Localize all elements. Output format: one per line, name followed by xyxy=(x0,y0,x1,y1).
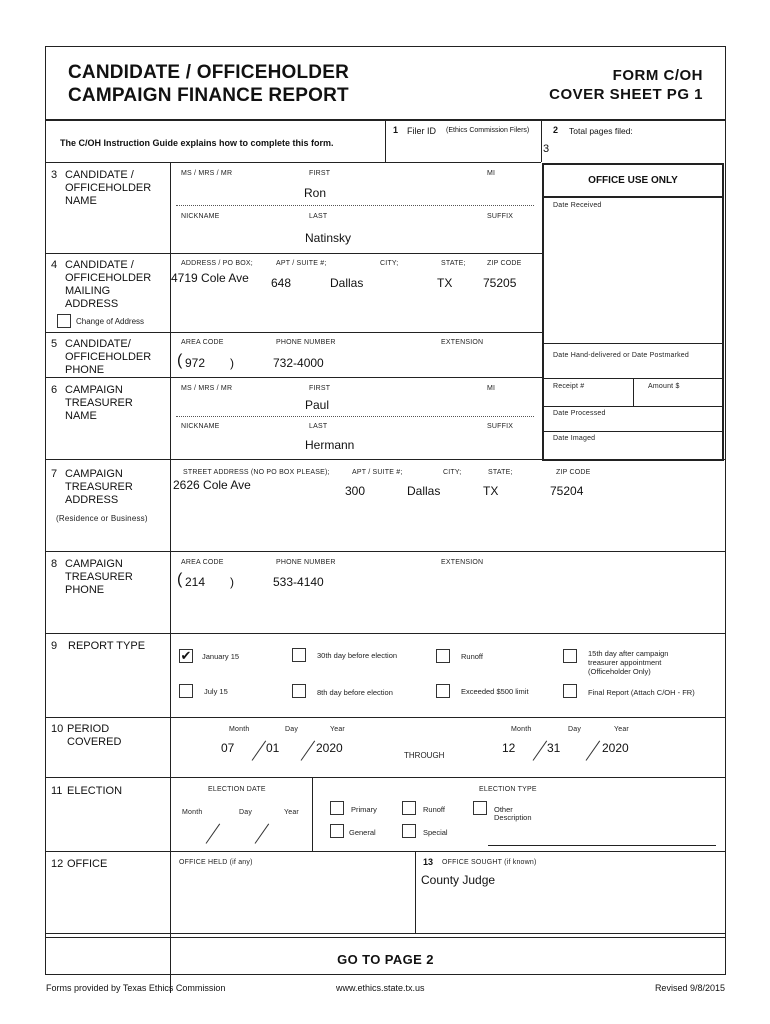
from-day[interactable]: 01 xyxy=(266,741,280,755)
sec5-ext-label: EXTENSION xyxy=(441,339,484,346)
sec6-prefix-label: MS / MRS / MR xyxy=(181,385,233,392)
sec10-num: 10 xyxy=(51,723,64,735)
report-type-exceeded-checkbox[interactable] xyxy=(436,684,450,698)
sec3-suffix-label: SUFFIX xyxy=(487,213,514,220)
report-type-option: January 15 xyxy=(202,652,240,661)
form-name: FORM C/OH xyxy=(612,67,703,84)
row-divider xyxy=(45,551,726,552)
sec8-phone-label: PHONE NUMBER xyxy=(276,559,336,566)
change-of-address-checkbox[interactable] xyxy=(57,314,71,328)
from-month[interactable]: 07 xyxy=(221,741,235,755)
amount-label: Amount $ xyxy=(648,383,680,390)
sec7-city-label: CITY; xyxy=(443,469,462,476)
report-type-option: Final Report (Attach C/OH - FR) xyxy=(588,688,695,697)
row-divider xyxy=(45,162,541,163)
election-special-checkbox[interactable] xyxy=(402,824,416,838)
form-title-line2: CAMPAIGN FINANCE REPORT xyxy=(68,85,349,106)
divider xyxy=(542,406,724,407)
total-pages-num: 2 xyxy=(553,125,559,135)
row-divider xyxy=(45,777,726,778)
sec3-label: CANDIDATE / OFFICEHOLDER NAME xyxy=(65,169,152,207)
divider xyxy=(415,852,416,933)
sec6-first-label: FIRST xyxy=(309,385,331,392)
to-month-label: Month xyxy=(511,726,532,733)
date-received-label: Date Received xyxy=(553,202,602,209)
through-label: THROUGH xyxy=(404,751,445,760)
divider xyxy=(633,378,634,406)
sec4-state[interactable]: TX xyxy=(437,276,453,290)
total-pages-value[interactable]: 3 xyxy=(543,143,550,155)
election-month-label: Month xyxy=(182,809,203,816)
sec6-last-name[interactable]: Hermann xyxy=(305,438,355,452)
election-type-label: ELECTION TYPE xyxy=(479,786,537,793)
row-divider xyxy=(45,253,542,254)
election-runoff-checkbox[interactable] xyxy=(402,801,416,815)
divider xyxy=(542,431,724,432)
report-type-option: 8th day before election xyxy=(317,688,393,697)
to-year-label: Year xyxy=(614,726,629,733)
change-of-address-label: Change of Address xyxy=(76,317,145,326)
filer-id-note: (Ethics Commission Filers) xyxy=(446,127,530,134)
sec9-num: 9 xyxy=(51,640,58,652)
sec11-num: 11 xyxy=(51,785,63,797)
office-held-label: OFFICE HELD (if any) xyxy=(179,859,253,866)
sec8-label: CAMPAIGN TREASURER PHONE xyxy=(65,558,133,596)
sec4-address[interactable]: 4719 Cole Ave xyxy=(171,271,249,285)
sec5-close-paren: ) xyxy=(230,356,234,370)
to-month[interactable]: 12 xyxy=(502,741,516,755)
report-type-8th-checkbox[interactable] xyxy=(292,684,306,698)
sec7-city[interactable]: Dallas xyxy=(407,484,441,498)
sec7-street-label: STREET ADDRESS (NO PO BOX PLEASE); xyxy=(183,469,330,476)
sec7-state[interactable]: TX xyxy=(483,484,499,498)
report-type-30th-checkbox[interactable] xyxy=(292,648,306,662)
row-divider xyxy=(45,633,726,634)
go-to-page-2: GO TO PAGE 2 xyxy=(337,952,434,967)
sec5-open-paren: ( xyxy=(177,352,183,369)
divider xyxy=(385,120,386,162)
election-day-label: Day xyxy=(239,809,253,816)
election-primary-label: Primary xyxy=(351,805,377,814)
sec11-label: ELECTION xyxy=(67,785,123,797)
sec6-label: CAMPAIGN TREASURER NAME xyxy=(65,384,133,422)
sec7-street[interactable]: 2626 Cole Ave xyxy=(173,478,251,492)
row-divider xyxy=(45,332,542,333)
sec6-last-label: LAST xyxy=(309,423,328,430)
sec8-close-paren: ) xyxy=(230,575,234,589)
sec7-num: 7 xyxy=(51,468,58,480)
sec8-area-label: AREA CODE xyxy=(181,559,224,566)
sec4-address-label: ADDRESS / PO BOX; xyxy=(181,260,253,267)
footer-provided-by: Forms provided by Texas Ethics Commission xyxy=(46,983,226,993)
report-type-runoff-checkbox[interactable] xyxy=(436,649,450,663)
report-type-option: Runoff xyxy=(461,652,483,661)
row-divider xyxy=(45,933,726,934)
office-use-title: OFFICE USE ONLY xyxy=(588,175,678,186)
sec3-last-name[interactable]: Natinsky xyxy=(305,231,352,245)
election-date-label: ELECTION DATE xyxy=(208,786,266,793)
election-other-checkbox[interactable] xyxy=(473,801,487,815)
sec7-apt-label: APT / SUITE #; xyxy=(352,469,403,476)
sec4-city[interactable]: Dallas xyxy=(330,276,364,290)
footer-revised: Revised 9/8/2015 xyxy=(654,983,725,993)
office-sought[interactable]: County Judge xyxy=(421,873,496,887)
divider xyxy=(176,416,534,417)
sec13-num: 13 xyxy=(423,857,434,867)
sec5-area-label: AREA CODE xyxy=(181,339,224,346)
sec6-suffix-label: SUFFIX xyxy=(487,423,514,430)
footer-url: www.ethics.state.tx.us xyxy=(336,983,425,993)
sec4-zip[interactable]: 75205 xyxy=(483,276,517,290)
sec3-first-label: FIRST xyxy=(309,170,331,177)
filer-id-label: Filer ID xyxy=(407,126,436,136)
to-day-label: Day xyxy=(568,726,582,733)
sec7-note: (Residence or Business) xyxy=(56,514,148,523)
election-general-checkbox[interactable] xyxy=(330,824,344,838)
report-type-option: 30th day before election xyxy=(317,651,398,660)
divider xyxy=(312,778,313,851)
sec8-area-code[interactable]: 214 xyxy=(185,575,206,589)
sec7-state-label: STATE; xyxy=(488,469,513,476)
divider xyxy=(542,196,724,198)
date-processed-label: Date Processed xyxy=(553,410,606,417)
sec3-first-name[interactable]: Ron xyxy=(304,186,327,200)
report-type-15th-checkbox[interactable] xyxy=(563,649,577,663)
other-description-line xyxy=(488,845,716,846)
sec6-num: 6 xyxy=(51,384,58,396)
sec4-city-label: CITY; xyxy=(380,260,399,267)
sec5-phone-label: PHONE NUMBER xyxy=(276,339,336,346)
to-day[interactable]: 31 xyxy=(547,741,561,755)
row-divider xyxy=(45,851,726,852)
election-general-label: General xyxy=(349,828,376,837)
to-year[interactable]: 2020 xyxy=(602,741,629,755)
sec9-label: REPORT TYPE xyxy=(68,640,146,652)
sec4-label: CANDIDATE / OFFICEHOLDER MAILING ADDRESS xyxy=(65,259,152,310)
election-primary-checkbox[interactable] xyxy=(330,801,344,815)
sec4-num: 4 xyxy=(51,259,58,271)
sec8-phone-number[interactable]: 533-4140 xyxy=(273,575,324,589)
sec12-num: 12 xyxy=(51,858,64,870)
sec3-last-label: LAST xyxy=(309,213,328,220)
sec6-nickname-label: NICKNAME xyxy=(181,423,220,430)
sec3-prefix-label: MS / MRS / MR xyxy=(181,170,233,177)
instruction-text: The C/OH Instruction Guide explains how to complete this form. xyxy=(60,138,334,148)
sec3-num: 3 xyxy=(51,169,58,181)
sec8-ext-label: EXTENSION xyxy=(441,559,484,566)
from-day-label: Day xyxy=(285,726,299,733)
report-type-january-checkbox[interactable]: ✔ xyxy=(180,648,192,663)
receipt-label: Receipt # xyxy=(553,383,585,390)
sec12-label: OFFICE xyxy=(67,858,108,870)
row-divider xyxy=(45,459,726,460)
sec5-label: CANDIDATE/ OFFICEHOLDER PHONE xyxy=(65,338,152,376)
sec7-zip-label: ZIP CODE xyxy=(556,469,591,476)
date-imaged-label: Date Imaged xyxy=(553,435,596,442)
row-divider xyxy=(45,937,726,938)
election-year-label: Year xyxy=(284,809,299,816)
report-type-final-checkbox[interactable] xyxy=(563,684,577,698)
sec4-state-label: STATE; xyxy=(441,260,466,267)
from-year-label: Year xyxy=(330,726,345,733)
office-sought-label: OFFICE SOUGHT (if known) xyxy=(442,859,537,866)
sec5-area-code[interactable]: 972 xyxy=(185,356,206,370)
sec6-mi-label: MI xyxy=(487,385,496,392)
row-divider xyxy=(45,717,726,718)
sec7-apt[interactable]: 300 xyxy=(345,484,366,498)
row-divider xyxy=(45,377,542,378)
sec7-zip[interactable]: 75204 xyxy=(550,484,584,498)
sec3-nickname-label: NICKNAME xyxy=(181,213,220,220)
election-special-label: Special xyxy=(423,828,448,837)
sec5-phone-number[interactable]: 732-4000 xyxy=(273,356,324,370)
sec4-apt[interactable]: 648 xyxy=(271,276,292,290)
filer-id-num: 1 xyxy=(393,125,399,135)
divider xyxy=(176,205,534,206)
form-page: COVER SHEET PG 1 xyxy=(549,86,703,103)
sec4-zip-label: ZIP CODE xyxy=(487,260,522,267)
report-type-option: Exceeded $500 limit xyxy=(461,687,529,696)
sec8-open-paren: ( xyxy=(177,571,183,588)
sec6-first-name[interactable]: Paul xyxy=(305,398,330,412)
report-type-july-checkbox[interactable] xyxy=(179,684,193,698)
divider xyxy=(542,343,724,344)
sec8-num: 8 xyxy=(51,558,58,570)
sec7-label: CAMPAIGN TREASURER ADDRESS xyxy=(65,468,133,506)
form-title-line1: CANDIDATE / OFFICEHOLDER xyxy=(68,62,349,83)
sec10-label: PERIOD COVERED xyxy=(67,723,122,748)
election-other-label: Other Description xyxy=(494,805,532,822)
divider xyxy=(170,163,171,993)
report-type-option: July 15 xyxy=(204,687,228,696)
divider xyxy=(541,120,542,162)
election-runoff-label: Runoff xyxy=(423,805,445,814)
report-type-option: 15th day after campaign treasurer appointment (Officeholder Only) xyxy=(588,649,669,676)
sec3-mi-label: MI xyxy=(487,170,496,177)
from-month-label: Month xyxy=(229,726,250,733)
sec4-apt-label: APT / SUITE #; xyxy=(276,260,327,267)
from-year[interactable]: 2020 xyxy=(316,741,343,755)
sec5-num: 5 xyxy=(51,338,58,350)
date-hand-delivered-label: Date Hand-delivered or Date Postmarked xyxy=(553,352,689,359)
total-pages-label: Total pages filed: xyxy=(569,126,633,136)
